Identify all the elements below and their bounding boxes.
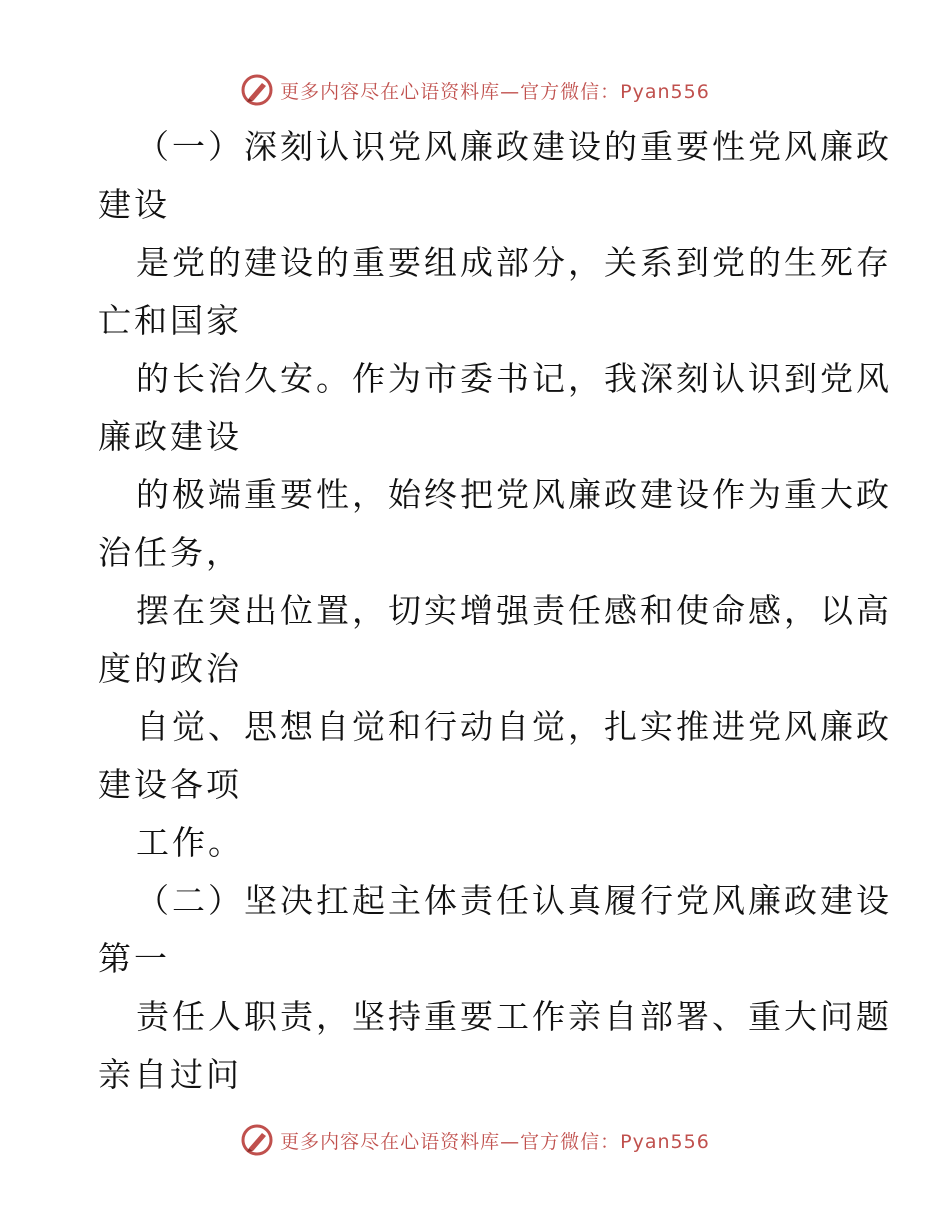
header-banner xyxy=(0,70,950,110)
text-line: 廉政建设 xyxy=(98,417,242,456)
footer-banner xyxy=(0,1120,950,1160)
text-line: 自觉、思想自觉和行动自觉，扎实推进党风廉政 xyxy=(136,707,892,746)
pen-circle-logo-icon xyxy=(240,1123,274,1157)
document-body xyxy=(98,118,892,1104)
text-line: 亡和国家 xyxy=(98,301,242,340)
text-line: 责任人职责，坚持重要工作亲自部署、重大问题 xyxy=(136,997,892,1036)
text-line: 度的政治 xyxy=(98,649,242,688)
text-line: 是党的建设的重要组成部分，关系到党的生死存 xyxy=(136,243,892,282)
footer-banner-text: 更多内容尽在心语资料库—官方微信：Pyan556 xyxy=(280,1130,710,1153)
text-line: （一）深刻认识党风廉政建设的重要性党风廉政 xyxy=(136,127,892,166)
text-line: （二）坚决扛起主体责任认真履行党风廉政建设 xyxy=(136,881,892,920)
text-line: 摆在突出位置，切实增强责任感和使命感，以高 xyxy=(136,591,892,630)
text-line: 的长治久安。作为市委书记，我深刻认识到党风 xyxy=(136,359,892,398)
text-line: 亲自过问 xyxy=(98,1055,242,1094)
text-line: 建设各项 xyxy=(98,765,242,804)
text-line: 的极端重要性，始终把党风廉政建设作为重大政 xyxy=(136,475,892,514)
pen-circle-logo-icon xyxy=(240,73,274,107)
text-line: 建设 xyxy=(98,185,170,224)
text-line: 第一 xyxy=(98,939,170,978)
text-line: 治任务， xyxy=(98,533,242,572)
text-line: 工作。 xyxy=(136,823,244,862)
header-banner-text: 更多内容尽在心语资料库—官方微信：Pyan556 xyxy=(280,80,710,103)
